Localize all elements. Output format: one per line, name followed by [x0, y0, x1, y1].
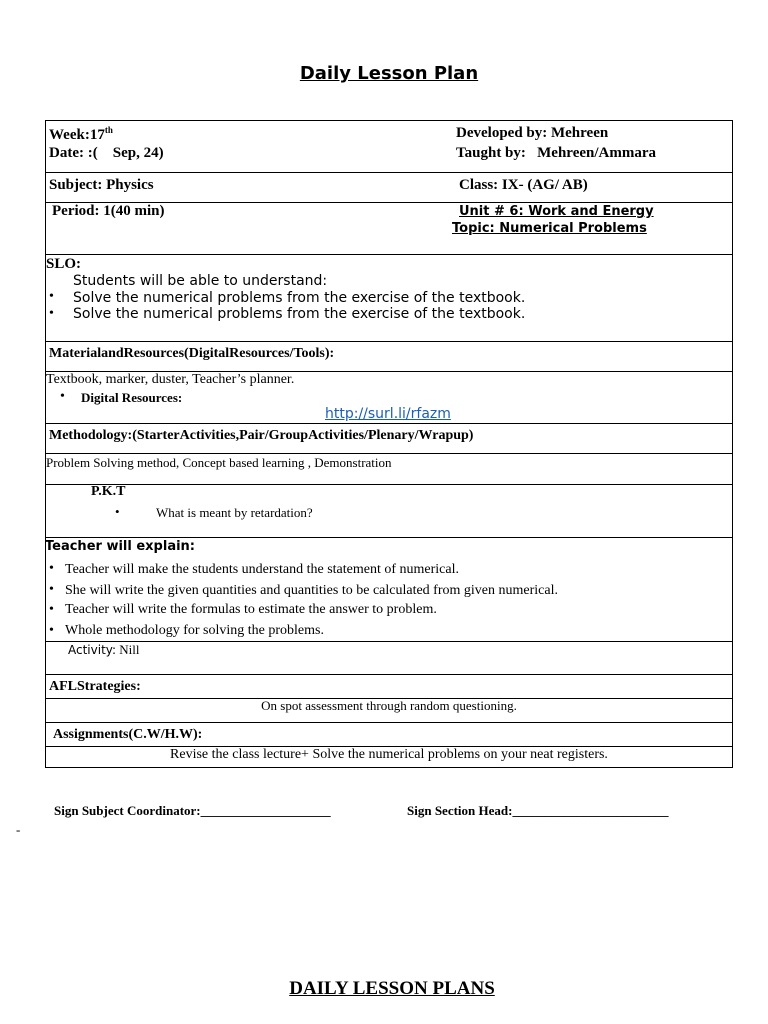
- bullet-icon: •: [49, 289, 54, 304]
- bottom-title: DAILY LESSON PLANS: [289, 978, 495, 999]
- bullet-icon: •: [49, 306, 54, 321]
- assignments-text: Revise the class lecture+ Solve the numerical problems on your neat registers.: [170, 747, 608, 762]
- activity-value: Nill: [119, 642, 140, 657]
- materials-heading: MaterialandResources(DigitalResources/Tools):: [49, 346, 335, 361]
- assignments-heading: Assignments(C.W/H.W):: [53, 727, 203, 742]
- row-divider: [46, 484, 732, 485]
- row-divider: [46, 674, 732, 675]
- teacher-item: Teacher will write the formulas to estimate the answer to problem.: [65, 602, 437, 617]
- row-divider: [46, 341, 732, 342]
- row-divider: [46, 453, 732, 454]
- row-divider: [46, 423, 732, 424]
- bullet-icon: •: [60, 389, 65, 404]
- afl-heading: AFLStrategies:: [49, 679, 141, 694]
- activity-row: [68, 642, 140, 658]
- digital-resources-label: Digital Resources:: [81, 390, 183, 405]
- afl-text: On spot assessment through random questioning.: [261, 698, 517, 713]
- methodology-heading: Methodology:(StarterActivities,Pair/GroupActivities/Plenary/Wrapup): [49, 428, 474, 443]
- bullet-icon: •: [49, 623, 54, 638]
- subject-label: Subject: Physics: [49, 177, 154, 193]
- period-label: Period: 1(40 min): [52, 203, 165, 219]
- teacher-item: Teacher will make the students understand the statement of numerical.: [65, 562, 459, 577]
- methodology-text: Problem Solving method, Concept based learning , Demonstration: [46, 455, 392, 470]
- taught-by: Taught by: Mehreen/Ammara: [456, 145, 656, 161]
- activity-label: Activity:: [68, 643, 117, 657]
- row-divider: [46, 172, 732, 173]
- row-divider: [46, 722, 732, 723]
- teacher-item: Whole methodology for solving the problems.: [65, 623, 324, 638]
- slo-intro: Students will be able to understand:: [73, 273, 328, 289]
- class-label: Class: IX- (AG/ AB): [459, 177, 588, 193]
- footer-dash: -: [16, 822, 21, 837]
- slo-item: Solve the numerical problems from the exercise of the textbook.: [73, 290, 526, 306]
- bullet-icon: •: [115, 504, 120, 519]
- row-divider: [46, 254, 732, 255]
- pkt-label: P.K.T: [91, 484, 126, 499]
- sign-section-head: Sign Section Head:________________________: [407, 803, 669, 818]
- sign-subject-coordinator: Sign Subject Coordinator:____________________: [54, 803, 331, 818]
- bullet-icon: •: [49, 602, 54, 617]
- row-divider: [46, 537, 732, 538]
- developed-by: Developed by: Mehreen: [456, 125, 609, 141]
- document-title: Daily Lesson Plan: [299, 63, 479, 84]
- bullet-icon: •: [49, 582, 54, 597]
- bullet-icon: •: [49, 561, 54, 576]
- teacher-heading: Teacher will explain:: [45, 539, 195, 554]
- slo-item: Solve the numerical problems from the exercise of the textbook.: [73, 306, 526, 322]
- slo-label: SLO:: [46, 256, 82, 272]
- row-divider: [46, 641, 732, 642]
- topic-label: Topic: Numerical Problems: [452, 221, 647, 236]
- unit-label: Unit # 6: Work and Energy: [459, 204, 654, 219]
- teacher-item: She will write the given quantities and quantities to be calculated from given numerical.: [65, 583, 558, 598]
- pkt-question: What is meant by retardation?: [156, 505, 313, 520]
- resource-link[interactable]: http://surl.li/rfazm: [325, 406, 451, 422]
- date-label: Date: :( Sep, 24): [49, 145, 164, 161]
- week-label: Week:17th: [49, 125, 113, 143]
- materials-text: Textbook, marker, duster, Teacher’s planner.: [46, 372, 295, 387]
